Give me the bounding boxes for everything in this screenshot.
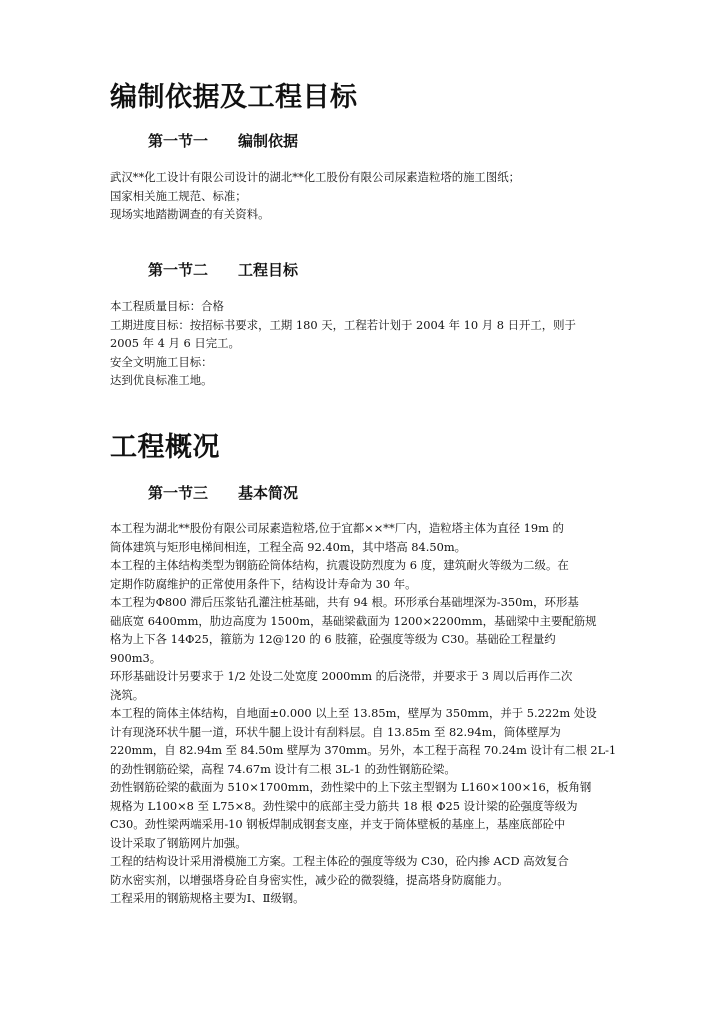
section-title: 编制依据 <box>238 132 299 150</box>
text-line: 工期进度目标：按招标书要求，工期 180 天，工程若计划于 2004 年 10 月 8 日开工，则于 <box>110 317 576 332</box>
heading-project-overview: 工程概况 <box>110 432 220 463</box>
section-heading-goals <box>148 263 298 278</box>
basis-paragraph <box>110 168 616 224</box>
text-line: 本工程的主体结构类型为钢筋砼筒体结构，抗震设防烈度为 6 度，建筑耐火等级为二级。在 <box>110 558 569 572</box>
section-number: 第一节一 <box>148 132 209 150</box>
text-line: 计有现浇环状牛腿一道，环状牛腿上设计有刮料层。自 13.85m 至 82.94m，筒体壁厚为 <box>110 724 561 739</box>
text-line: 本工程质量目标：合格 <box>110 299 224 313</box>
text-line: 本工程为湖北**股份有限公司尿素造粒塔,位于宜都××**厂内，造粒塔主体为直径 19m 的 <box>110 521 564 535</box>
section-title: 工程目标 <box>238 261 299 279</box>
text-line: 础底宽 6400mm，肋边高度为 1500m，基础梁截面为 1200×2200mm，基础梁中主要配筋规 <box>110 613 597 628</box>
text-line: 劲性钢筋砼梁的截面为 510×1700mm，劲性梁中的上下弦主型钢为 L160×100×16，板角钢 <box>110 780 592 794</box>
overview-paragraph <box>110 519 616 908</box>
text-line: 定期作防腐维护的正常使用条件下，结构设计寿命为 30 年。 <box>110 576 417 591</box>
section-heading-basis <box>148 134 298 149</box>
text-line: 达到优良标准工地。 <box>110 373 213 387</box>
section-number: 第一节二 <box>148 261 209 279</box>
text-line: 环形基础设计另要求于 1/2 处设二处宽度 2000mm 的后浇带，并要求于 3 周以后再作二次 <box>110 669 573 683</box>
text-line: 900m3。 <box>110 650 162 665</box>
text-line: 现场实地踏勘调查的有关资料。 <box>110 207 270 221</box>
text-line: 的劲性钢筋砼梁，高程 74.67m 设计有二根 3L-1 的劲性钢筋砼梁。 <box>110 761 456 776</box>
section-title: 基本简况 <box>238 484 299 502</box>
text-line: C30。劲性梁两端采用-10 钢板焊制成钢套支座，并支于筒体壁板的基座上，基座底部砼中 <box>110 817 566 831</box>
text-line: 筒体建筑与矩形电梯间相连，工程全高 92.40m，其中塔高 84.50m。 <box>110 539 467 554</box>
text-line: 工程的结构设计采用滑模施工方案。工程主体砼的强度等级为 C30，砼内掺 ACD 高效复合 <box>110 854 569 868</box>
text-line: 格为上下各 14Φ25，箍筋为 12@120 的 6 肢箍，砼强度等级为 C30。基础砼工程量约 <box>110 632 556 646</box>
heading-basis-and-goals: 编制依据及工程目标 <box>110 82 358 113</box>
text-line: 安全文明施工目标： <box>110 354 213 369</box>
section-number: 第一节三 <box>148 484 209 502</box>
text-line: 2005 年 4 月 6 日完工。 <box>110 336 240 350</box>
text-line: 浇筑。 <box>110 687 145 702</box>
text-line: 武汉**化工设计有限公司设计的湖北**化工股份有限公司尿素造粒塔的施工图纸； <box>110 170 521 184</box>
text-line: 工程采用的钢筋规格主要为Ⅰ、Ⅱ级钢。 <box>110 891 305 905</box>
text-line: 本工程的筒体主体结构，自地面±0.000 以上至 13.85m，壁厚为 350mm，并于 5.222m 处设 <box>110 706 597 720</box>
section-heading-overview <box>148 486 298 501</box>
text-line: 防水密实剂，以增强塔身砼自身密实性，减少砼的微裂缝，提高塔身防腐能力。 <box>110 872 509 887</box>
text-line: 国家相关施工规范、标准； <box>110 188 247 203</box>
goals-paragraph <box>110 297 616 390</box>
text-line: 220mm，自 82.94m 至 84.50m 壁厚为 370mm。另外，本工程于高程 70.24m 设计有二根 2L-1 <box>110 743 616 757</box>
text-line: 设计采取了钢筋网片加强。 <box>110 835 247 850</box>
text-line: 本工程为Φ800 滞后压浆钻孔灌注桩基础，共有 94 根。环形承台基础埋深为-350m，环形基 <box>110 595 579 609</box>
text-line: 规格为 L100×8 至 L75×8。劲性梁中的底部主受力筋共 18 根 Φ25 设计梁的砼强度等级为 <box>110 798 578 813</box>
